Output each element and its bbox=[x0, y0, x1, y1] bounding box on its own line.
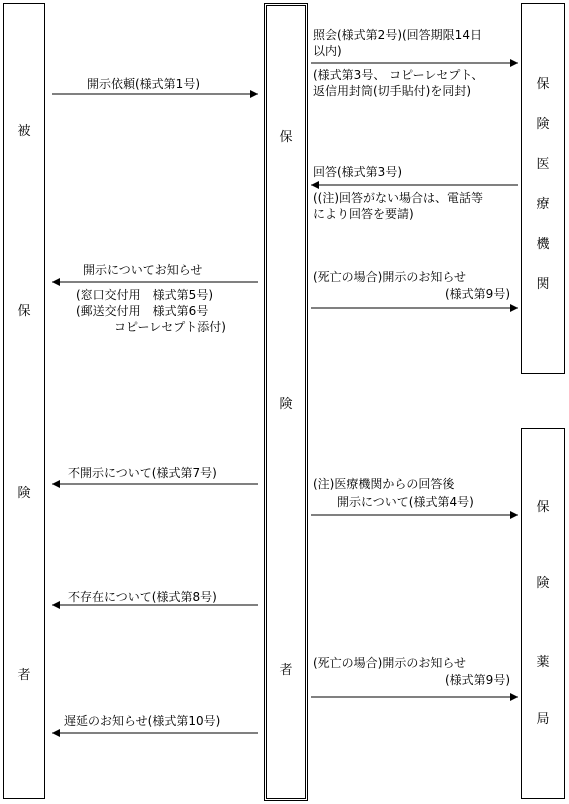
insured-char: 保 bbox=[17, 304, 31, 319]
notice-label: (郵送交付用 様式第6号 bbox=[76, 304, 209, 318]
insured-char: 者 bbox=[17, 668, 31, 683]
death-medical-label: (死亡の場合)開示のお知らせ bbox=[313, 270, 467, 284]
insurer-char: 険 bbox=[279, 397, 293, 412]
medical-char: 険 bbox=[536, 117, 550, 132]
notice-label: (窓口交付用 様式第5号) bbox=[76, 288, 213, 302]
answer-label: により回答を要請) bbox=[313, 207, 414, 221]
medical-char: 関 bbox=[536, 277, 550, 292]
notice-label: 開示についてお知らせ bbox=[83, 263, 203, 277]
pharmacy-char: 局 bbox=[536, 712, 550, 727]
inquiry-label: 以内) bbox=[313, 44, 342, 58]
delay-label: 遅延のお知らせ(様式第10号) bbox=[64, 714, 221, 728]
after-answer-label: (注)医療機関からの回答後 bbox=[313, 477, 455, 491]
after-answer-label: 開示について(様式第4号) bbox=[337, 495, 474, 509]
pharmacy-char: 険 bbox=[536, 576, 550, 591]
insured-char: 被 bbox=[17, 124, 31, 139]
nonexist-label: 不存在について(様式第8号) bbox=[68, 590, 217, 604]
notice-label: コピーレセプト添付) bbox=[114, 320, 226, 334]
death-medical-label: (様式第9号) bbox=[445, 287, 510, 301]
inquiry-label: 返信用封筒(切手貼付)を同封) bbox=[313, 84, 472, 98]
pharmacy-char: 薬 bbox=[536, 655, 550, 670]
insurer-char: 保 bbox=[279, 130, 293, 145]
request-label: 開示依頼(様式第1号) bbox=[87, 77, 200, 91]
medical-char: 機 bbox=[536, 237, 550, 252]
nondisclose-label: 不開示について(様式第7号) bbox=[68, 466, 217, 480]
medical-char: 医 bbox=[536, 157, 550, 172]
answer-label: ((注)回答がない場合は、電話等 bbox=[313, 191, 484, 205]
answer-label: 回答(様式第3号) bbox=[313, 165, 402, 179]
medical-char: 療 bbox=[536, 197, 550, 212]
inquiry-label: 照会(様式第2号)(回答期限14日 bbox=[313, 28, 482, 42]
death-pharmacy-label: (死亡の場合)開示のお知らせ bbox=[313, 656, 467, 670]
death-pharmacy-label: (様式第9号) bbox=[445, 673, 510, 687]
insurer-char: 者 bbox=[279, 663, 293, 678]
pharmacy-char: 保 bbox=[536, 500, 550, 515]
medical-char: 保 bbox=[536, 77, 550, 92]
inquiry-label: (様式第3号、 コピーレセプト、 bbox=[313, 68, 484, 82]
insured-char: 険 bbox=[17, 486, 31, 501]
